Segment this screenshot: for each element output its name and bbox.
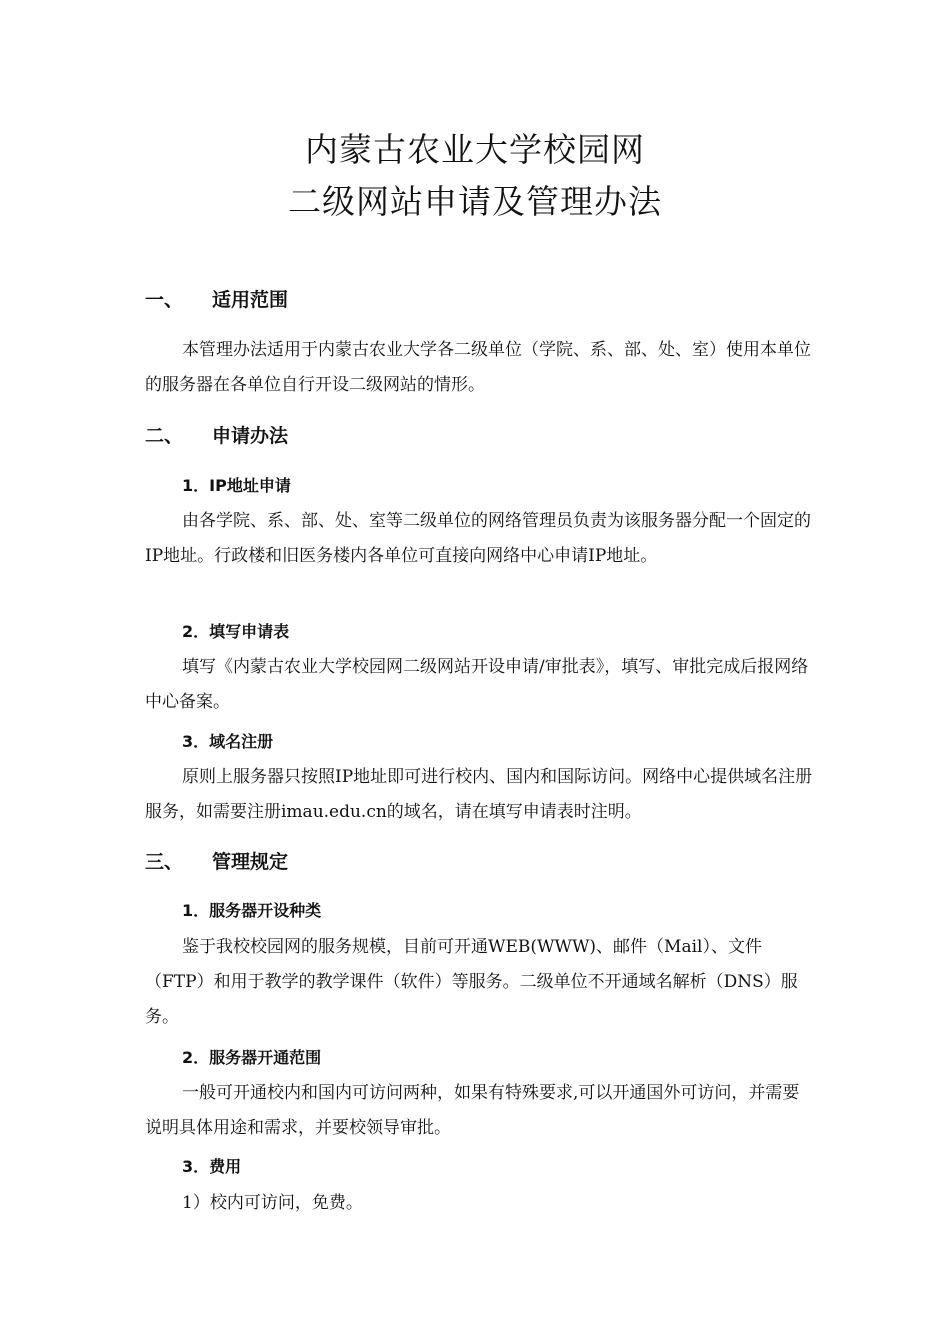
subsection-heading: 1．服务器开设种类 bbox=[182, 901, 322, 920]
section-number: 二、 bbox=[145, 425, 184, 447]
section-paragraph: 本管理办法适用于内蒙古农业大学各二级单位（学院、系、部、处、室）使用本单位的服务器在各单位自行开设二级网站的情形。 bbox=[145, 340, 811, 395]
subsection-paragraph: 由各学院、系、部、处、室等二级单位的网络管理员负责为该服务器分配一个固定的IP地址。行政楼和旧医务楼内各单位可直接向网络中心申请IP地址。 bbox=[145, 511, 811, 566]
section-heading-3 bbox=[145, 853, 288, 872]
subsection-paragraph: 1）校内可访问，免费。 bbox=[182, 1193, 363, 1213]
section-title: 适用范围 bbox=[212, 289, 289, 311]
document-title-line2: 二级网站申请及管理办法 bbox=[288, 182, 662, 221]
subsection-paragraph: 鉴于我校校园网的服务规模，目前可开通WEB(WWW)、邮件（Mail）、文件（FTP）和用于教学的教学课件（软件）等服务。二级单位不开通域名解析（DNS）服务。 bbox=[145, 937, 798, 1027]
section-number: 一、 bbox=[145, 289, 184, 311]
section-heading-2 bbox=[145, 427, 288, 446]
subsection-heading: 2．填写申请表 bbox=[182, 622, 290, 641]
subsection-paragraph: 原则上服务器只按照IP地址即可进行校内、国内和国际访问。网络中心提供域名注册服务，如需要注册imau.edu.cn的域名，请在填写申请表时注明。 bbox=[145, 767, 813, 822]
subsection-heading: 1．IP地址申请 bbox=[182, 476, 291, 495]
section-title: 管理规定 bbox=[212, 851, 289, 873]
subsection-paragraph: 填写《内蒙古农业大学校园网二级网站开设申请/审批表》，填写、审批完成后报网络中心备案。 bbox=[145, 657, 809, 712]
section-title: 申请办法 bbox=[212, 425, 289, 447]
document-title-line1: 内蒙古农业大学校园网 bbox=[305, 130, 645, 169]
section-number: 三、 bbox=[145, 851, 184, 873]
subsection-paragraph: 一般可开通校内和国内可访问两种，如果有特殊要求,可以开通国外可访问，并需要说明具体用途和需求，并要校领导审批。 bbox=[145, 1083, 800, 1138]
subsection-heading: 2．服务器开通范围 bbox=[182, 1048, 322, 1067]
subsection-heading: 3．费用 bbox=[182, 1157, 242, 1176]
section-heading-1 bbox=[145, 291, 288, 310]
subsection-heading: 3．域名注册 bbox=[182, 732, 274, 751]
